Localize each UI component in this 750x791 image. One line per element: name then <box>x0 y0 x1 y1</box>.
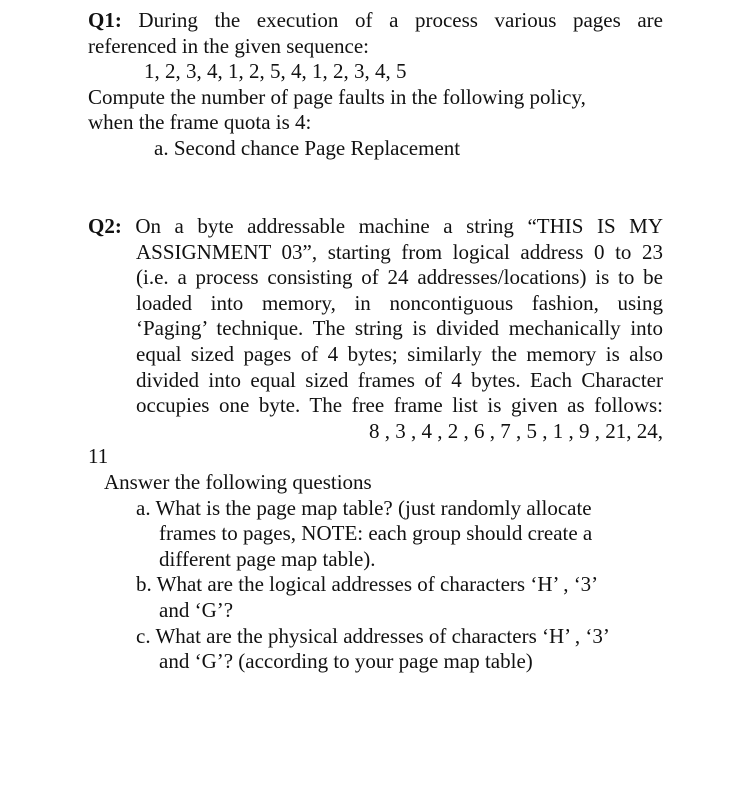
q2-line-1 <box>88 214 663 240</box>
q2-line-5: ‘Paging’ technique. The string is divided mechanically into <box>136 316 663 341</box>
q1-line-3: Compute the number of page faults in the following policy, <box>88 84 586 109</box>
q1-label: Q1: <box>88 8 122 32</box>
q2-line-4: loaded into memory, in noncontiguous fashion, using <box>136 290 663 315</box>
q2-part-a-line-1: a. What is the page map table? (just randomly allocate <box>136 495 592 520</box>
q2-text-1: On a byte addressable machine a string “THIS IS MY <box>135 214 663 238</box>
q2-part-c-line-1: c. What are the physical addresses of characters ‘H’ , ‘3’ <box>136 623 610 648</box>
q2-part-a-line-2: frames to pages, NOTE: each group should create a <box>159 521 593 546</box>
q1-text-1: During the execution of a process various pages are <box>138 8 664 32</box>
q1-option-a: a. Second chance Page Replacement <box>154 135 461 160</box>
q2-part-a-line-3: different page map table). <box>159 546 376 571</box>
q1-line-4: when the frame quota is 4: <box>88 110 312 135</box>
q1-line-2: referenced in the given sequence: <box>88 33 370 58</box>
q1-line-1 <box>88 8 663 34</box>
q2-part-b-line-2: and ‘G’? <box>159 597 234 622</box>
q2-frame-list-end: 11 <box>88 444 109 469</box>
q2-line-7: divided into equal sized frames of 4 bytes. Each Character <box>136 367 663 392</box>
q2-line-2: ASSIGNMENT 03”, starting from logical address 0 to 23 <box>136 239 663 264</box>
q2-line-8: occupies one byte. The free frame list is given as follows: <box>136 393 663 418</box>
q2-part-c-line-2: and ‘G’? (according to your page map table) <box>159 649 533 674</box>
q1-sequence: 1, 2, 3, 4, 1, 2, 5, 4, 1, 2, 3, 4, 5 <box>144 59 407 84</box>
q2-line-6: equal sized pages of 4 bytes; similarly the memory is also <box>136 341 663 366</box>
q2-line-3: (i.e. a process consisting of 24 addresses/locations) is to be <box>136 265 663 290</box>
question-2 <box>88 214 663 675</box>
q2-answer-heading: Answer the following questions <box>104 469 372 494</box>
q2-label: Q2: <box>88 214 122 238</box>
q2-frame-list: 8 , 3 , 4 , 2 , 6 , 7 , 5 , 1 , 9 , 21, 24, <box>369 418 663 443</box>
q2-part-b-line-1: b. What are the logical addresses of characters ‘H’ , ‘3’ <box>136 572 599 597</box>
question-1 <box>88 8 663 162</box>
